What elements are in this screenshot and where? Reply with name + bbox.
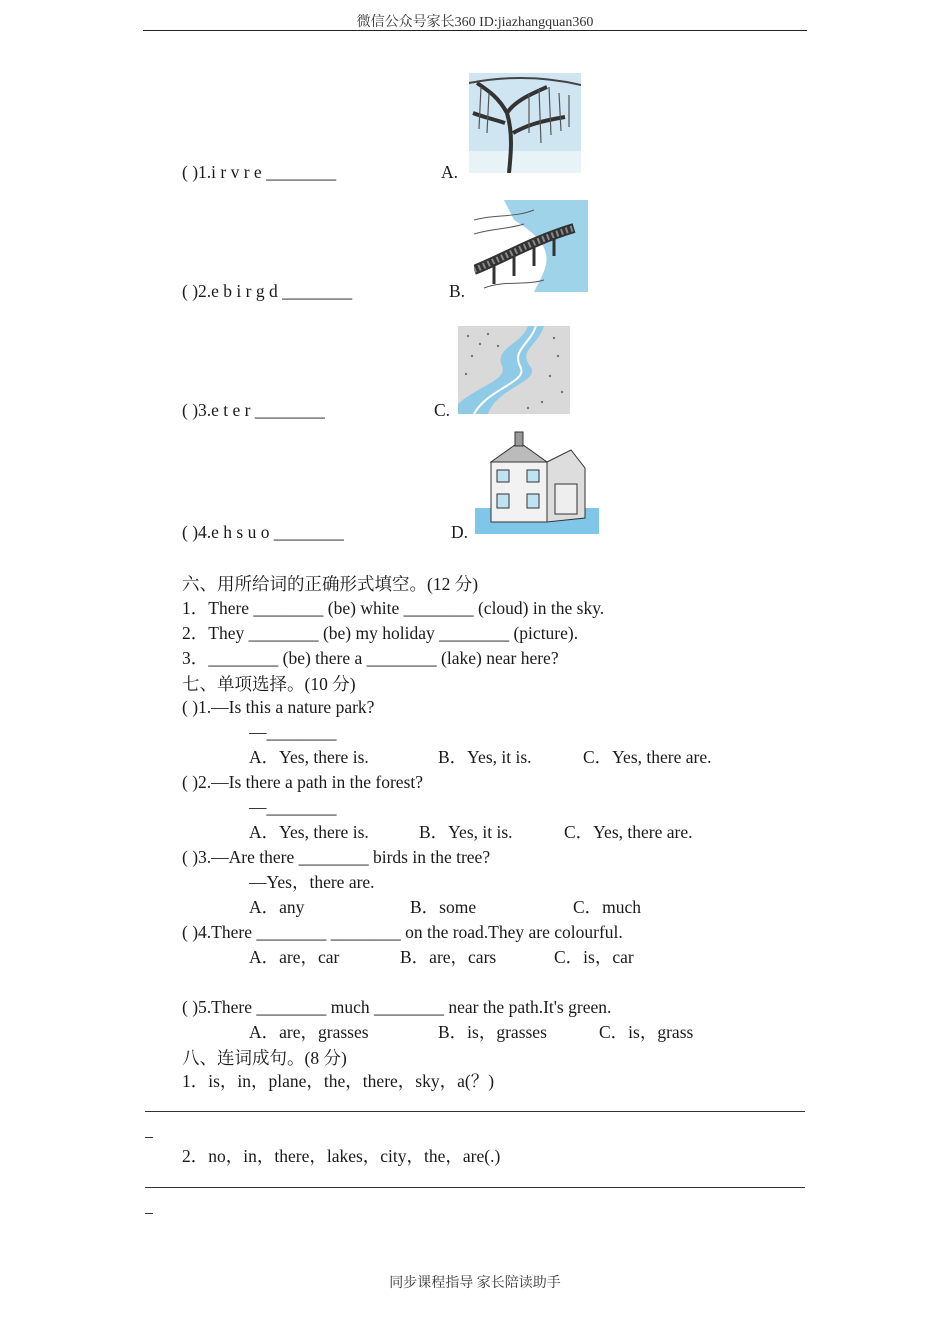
match-option-d-label: D. [451, 522, 469, 542]
answer-line-1 [145, 1111, 805, 1112]
section-7-q1-option-b: B．Yes, it is. [438, 747, 532, 767]
page-header: 微信公众号家长360 ID:jiazhangquan360 [356, 15, 594, 30]
header-rule [143, 30, 807, 31]
match-item-2: ( )2.e b i r g d ________ [182, 281, 353, 301]
tree-in-snow-picture [469, 73, 581, 173]
section-7-q5-option-c: C．is，grass [599, 1022, 694, 1042]
match-item-4: ( )4.e h s u o ________ [182, 522, 344, 542]
section-7-title: 七、单项选择。(10 分) [182, 674, 356, 694]
match-option-a-label: A. [441, 162, 459, 182]
section-7-q3-option-a: A．any [249, 897, 305, 917]
section-7-q2-option-b: B．Yes, it is. [419, 822, 513, 842]
section-7-q2-answer: —________ [249, 797, 337, 817]
page-footer: 同步课程指导 家长陪读助手 [389, 1276, 561, 1291]
answer-line-2 [145, 1187, 805, 1188]
match-option-c-label: C. [434, 400, 451, 420]
match-option-b-label: B. [449, 281, 466, 301]
section-6-item-2: 2．They ________ (be) my holiday ________ (picture). [182, 623, 579, 643]
section-8-item-2: 2．no，in，there，lakes，city，the，are(.) [182, 1146, 501, 1166]
match-item-1: ( )1.i r v r e ________ [182, 162, 337, 182]
section-7-q2-stem: ( )2.—Is there a path in the forest? [182, 772, 424, 792]
answer-line-2-tail [145, 1213, 153, 1214]
section-7-q4-stem: ( )4.There ________ ________ on the road.They are colourful. [182, 922, 623, 942]
house-picture [475, 428, 599, 534]
section-7-q1-answer: —________ [249, 722, 337, 742]
section-7-q2-option-a: A．Yes, there is. [249, 822, 369, 842]
section-7-q3-answer: —Yes，there are. [249, 872, 375, 892]
section-7-q3-option-b: B．some [410, 897, 477, 917]
section-7-q1-stem: ( )1.—Is this a nature park? [182, 697, 375, 717]
section-7-q4-option-c: C．is，car [554, 947, 634, 967]
section-6-item-3: 3．________ (be) there a ________ (lake) near here? [182, 648, 559, 668]
section-7-q3-option-c: C．much [573, 897, 642, 917]
section-7-q1-option-a: A．Yes, there is. [249, 747, 369, 767]
section-6-title: 六、用所给词的正确形式填空。(12 分) [182, 574, 479, 594]
section-7-q4-option-b: B．are，cars [400, 947, 497, 967]
section-7-q2-option-c: C．Yes, there are. [564, 822, 693, 842]
section-7-q5-stem: ( )5.There ________ much ________ near the path.It's green. [182, 997, 612, 1017]
section-7-q3-stem: ( )3.—Are there ________ birds in the tree? [182, 847, 491, 867]
section-6-item-1: 1．There ________ (be) white ________ (cloud) in the sky. [182, 598, 605, 618]
match-item-3: ( )3.e t e r ________ [182, 400, 325, 420]
answer-line-1-tail [145, 1137, 153, 1138]
section-7-q5-option-b: B．is，grasses [438, 1022, 547, 1042]
section-8-title: 八、连词成句。(8 分) [182, 1048, 347, 1068]
river-picture [458, 326, 570, 414]
section-7-q5-option-a: A．are，grasses [249, 1022, 369, 1042]
section-7-q1-option-c: C．Yes, there are. [583, 747, 712, 767]
bridge-over-water-picture [474, 200, 588, 292]
section-7-q4-option-a: A．are，car [249, 947, 340, 967]
section-8-item-1: 1．is，in，plane，the，there，sky，a(？) [182, 1071, 495, 1091]
